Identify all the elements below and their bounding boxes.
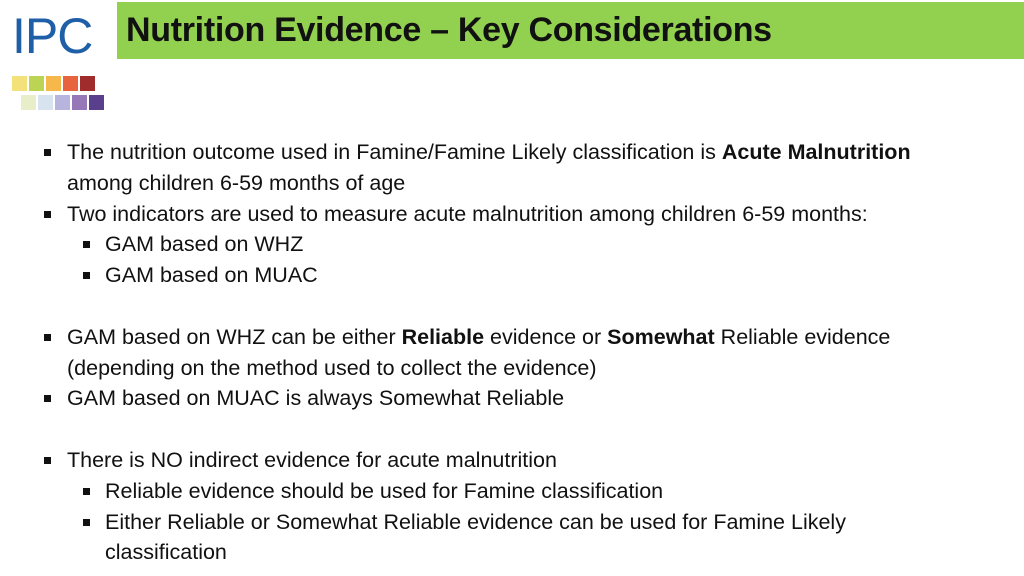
square-bullet-icon — [44, 334, 51, 341]
bullet-item — [0, 445, 1024, 476]
bullet-text: (depending on the method used to collect the evidence) — [67, 355, 597, 380]
sub-bullet-text: GAM based on WHZ — [105, 232, 304, 257]
logo-square — [29, 76, 44, 91]
square-bullet-icon — [44, 395, 51, 402]
logo-square — [12, 76, 27, 91]
square-bullet-icon — [44, 211, 51, 218]
bullet-emphasis: Somewhat — [607, 324, 715, 349]
logo-square — [38, 95, 53, 110]
ipc-logo — [12, 8, 102, 118]
bullet-item — [0, 322, 1024, 353]
sub-bullet-item — [0, 476, 1024, 507]
logo-text: IPC — [12, 8, 93, 64]
title-bar — [117, 2, 1024, 59]
spacer — [0, 291, 1024, 322]
logo-square — [21, 95, 36, 110]
square-bullet-icon — [83, 272, 90, 279]
bullet-text: GAM based on WHZ can be either — [67, 324, 402, 349]
logo-square — [72, 95, 87, 110]
bullet-text: Reliable evidence — [714, 324, 891, 349]
logo-square — [63, 76, 78, 91]
logo-square — [80, 76, 95, 91]
square-bullet-icon — [44, 457, 51, 464]
logo-square — [46, 76, 61, 91]
bullet-item — [0, 383, 1024, 414]
bullet-item — [0, 137, 1024, 168]
bullet-emphasis: Acute Malnutrition — [721, 140, 911, 164]
bullet-text: The nutrition outcome used in Famine/Famine Likely classification is — [67, 140, 722, 164]
sub-bullet-item — [0, 260, 1024, 291]
sub-bullet-text: GAM based on MUAC — [105, 263, 318, 288]
bullet-text: There is NO indirect evidence for acute malnutrition — [67, 447, 557, 472]
spacer — [0, 414, 1024, 445]
bullet-continuation — [0, 168, 1024, 199]
logo-square — [55, 95, 70, 110]
sub-bullet-item — [0, 507, 1024, 538]
bullet-emphasis: Reliable — [401, 324, 485, 349]
slide-title: Nutrition Evidence – Key Considerations — [126, 11, 772, 49]
bullet-item — [0, 199, 1024, 230]
sub-bullet-text: Reliable evidence should be used for Famine classification — [105, 478, 664, 503]
bullet-text: evidence or — [484, 324, 608, 349]
bullet-continuation — [0, 353, 1024, 384]
square-bullet-icon — [44, 149, 51, 156]
sub-bullet-text: Either Reliable or Somewhat Reliable evidence can be used for Famine Likely — [105, 509, 846, 534]
sub-bullet-continuation — [0, 537, 1024, 568]
square-bullet-icon — [83, 519, 90, 526]
square-bullet-icon — [83, 488, 90, 495]
slide-body — [0, 137, 1024, 568]
sub-bullet-item — [0, 229, 1024, 260]
square-bullet-icon — [83, 241, 90, 248]
logo-square — [89, 95, 104, 110]
sub-bullet-text: classification — [105, 540, 227, 565]
bullet-text: GAM based on MUAC is always Somewhat Reliable — [67, 386, 565, 411]
bullet-text: among children 6-59 months of age — [67, 170, 406, 195]
bullet-text: Two indicators are used to measure acute malnutrition among children 6-59 months: — [67, 201, 868, 226]
